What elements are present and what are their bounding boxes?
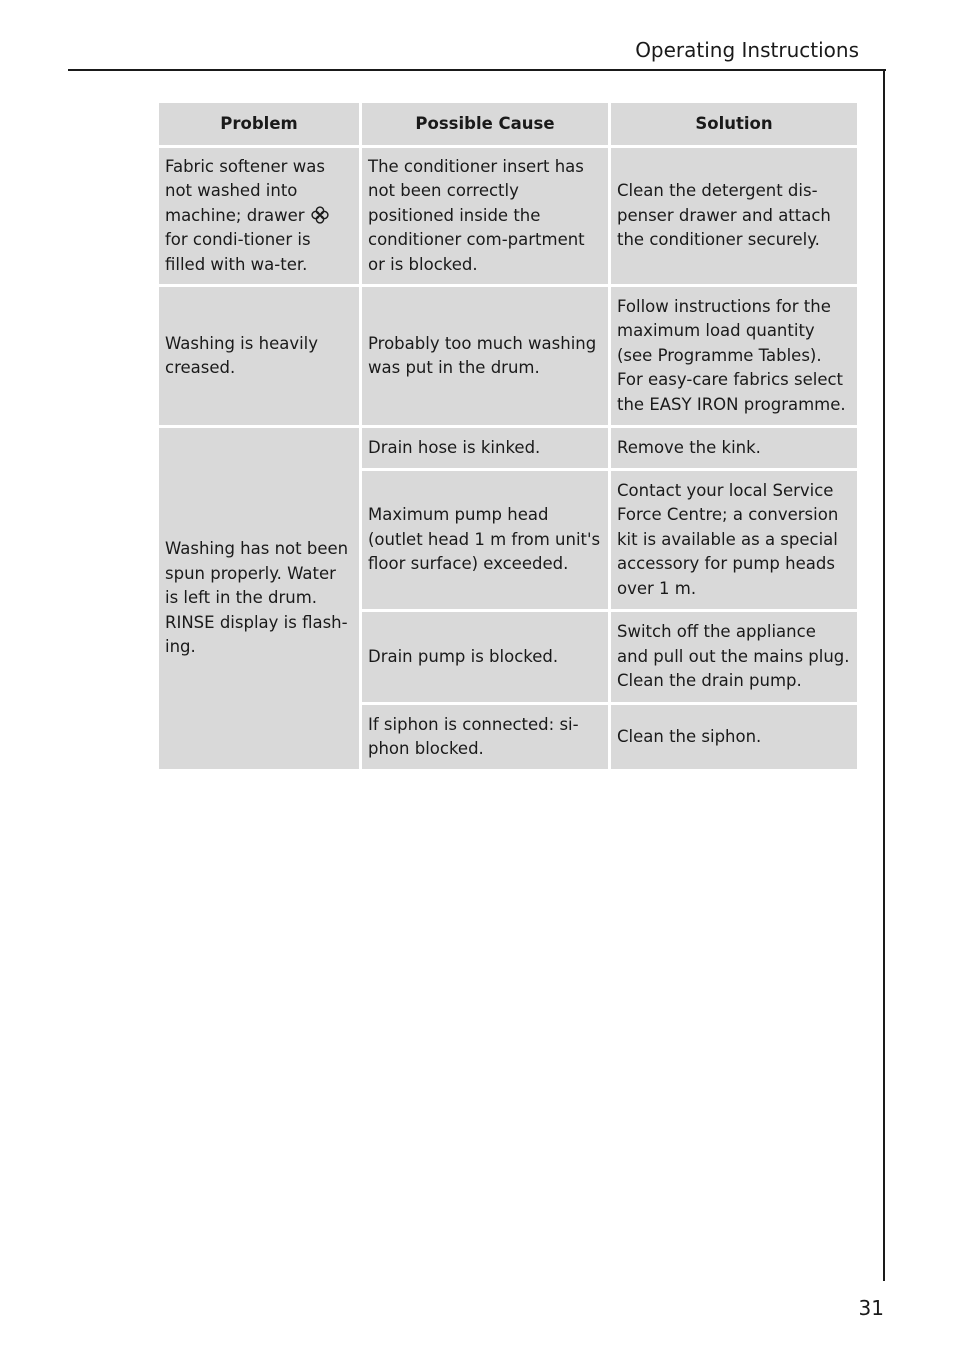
problem-text-continued: for condi-tioner is filled with wa-ter.	[165, 230, 311, 274]
problem-text: Fabric softener was not washed into machine; drawer	[165, 156, 325, 225]
solution-cell: Clean the detergent dis-penser drawer and attach the conditioner securely.	[611, 148, 857, 284]
cause-cell: Drain pump is blocked.	[362, 612, 608, 702]
side-rule	[883, 69, 885, 1281]
header-solution: Solution	[611, 103, 857, 145]
solution-cell: Contact your local Service Force Centre; a conversion kit is available as a special accessory for pump heads over 1 m.	[611, 471, 857, 609]
cause-cell: If siphon is connected: si-phon blocked.	[362, 705, 608, 769]
header-problem: Problem	[159, 103, 359, 145]
cause-cell: The conditioner insert has not been correctly positioned inside the conditioner com-partment or is blocked.	[362, 148, 608, 284]
header-rule	[68, 69, 886, 71]
problem-text-continued: RINSE display is flash-ing.	[165, 612, 348, 657]
cause-cell: Drain hose is kinked.	[362, 428, 608, 468]
solution-cell: Switch off the appliance and pull out the mains plug. Clean the drain pump.	[611, 612, 857, 702]
page-header-title: Operating Instructions	[635, 38, 859, 62]
solution-cell: Remove the kink.	[611, 428, 857, 468]
troubleshooting-table	[156, 100, 860, 772]
solution-cell: Clean the siphon.	[611, 705, 857, 769]
solution-cell: Follow instructions for the maximum load quantity (see Programme Tables). For easy-care fabrics select the EASY IRON programme.	[611, 287, 857, 425]
table-row	[159, 148, 857, 284]
header-possible-cause: Possible Cause	[362, 103, 608, 145]
page-number: 31	[858, 1296, 884, 1320]
problem-cell: Washing is heavily creased.	[159, 287, 359, 425]
cause-cell: Probably too much washing was put in the drum.	[362, 287, 608, 425]
table-header-row	[159, 103, 857, 145]
table-row	[159, 428, 857, 468]
problem-cell	[159, 148, 359, 284]
problem-cell	[159, 428, 359, 769]
problem-text: Washing has not been spun properly. Water is left in the drum.	[165, 539, 349, 608]
table-row	[159, 287, 857, 425]
fabric-softener-flower-icon	[311, 206, 329, 224]
cause-cell: Maximum pump head (outlet head 1 m from unit's floor surface) exceeded.	[362, 471, 608, 609]
